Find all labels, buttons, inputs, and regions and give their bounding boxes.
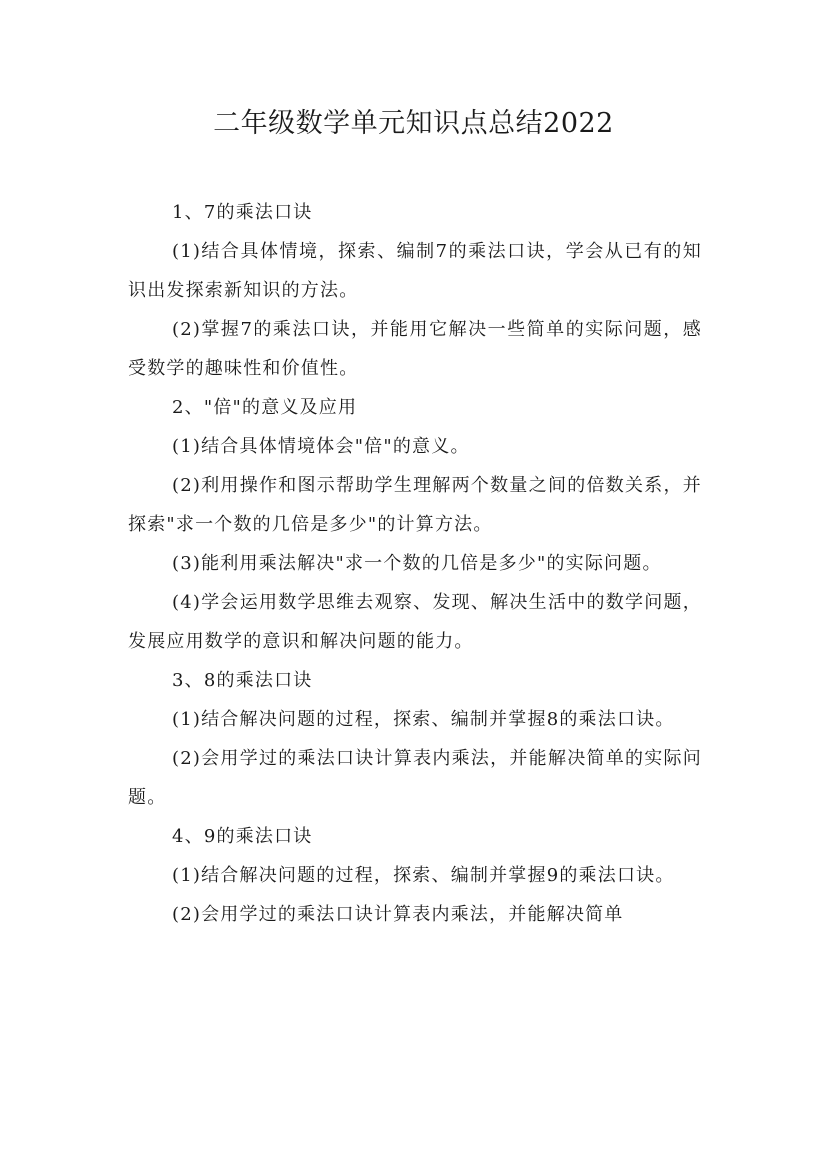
document-body [128, 193, 702, 934]
paragraph: (3)能利用乘法解决"求一个数的几倍是多少"的实际问题。 [172, 553, 662, 574]
paragraph: (4)学会运用数学思维去观察、发现、解决生活中的数学问题，发展应用数学的意识和解决问题的能力。 [128, 592, 702, 652]
paragraph: (1)结合具体情境，探索、编制7的乘法口诀，学会从已有的知识出发探索新知识的方法。 [128, 241, 702, 301]
section-heading: 4、9的乘法口诀 [172, 826, 313, 847]
paragraph: (2)利用操作和图示帮助学生理解两个数量之间的倍数关系，并探索"求一个数的几倍是多少"的计算方法。 [128, 475, 702, 535]
paragraph: (2)会用学过的乘法口诀计算表内乘法，并能解决简单的实际问题。 [128, 748, 702, 808]
section-heading: 2、"倍"的意义及应用 [172, 397, 358, 418]
document-title: 二年级数学单元知识点总结2022 [213, 108, 614, 139]
paragraph: (1)结合解决问题的过程，探索、编制并掌握8的乘法口诀。 [172, 709, 675, 730]
section-heading: 1、7的乘法口诀 [172, 202, 313, 223]
paragraph: (1)结合具体情境体会"倍"的意义。 [172, 436, 470, 457]
paragraph: (1)结合解决问题的过程，探索、编制并掌握9的乘法口诀。 [172, 865, 675, 886]
section-heading: 3、8的乘法口诀 [172, 670, 313, 691]
paragraph: (2)掌握7的乘法口诀，并能用它解决一些简单的实际问题，感受数学的趣味性和价值性。 [128, 319, 702, 379]
paragraph: (2)会用学过的乘法口诀计算表内乘法，并能解决简单 [172, 904, 624, 925]
